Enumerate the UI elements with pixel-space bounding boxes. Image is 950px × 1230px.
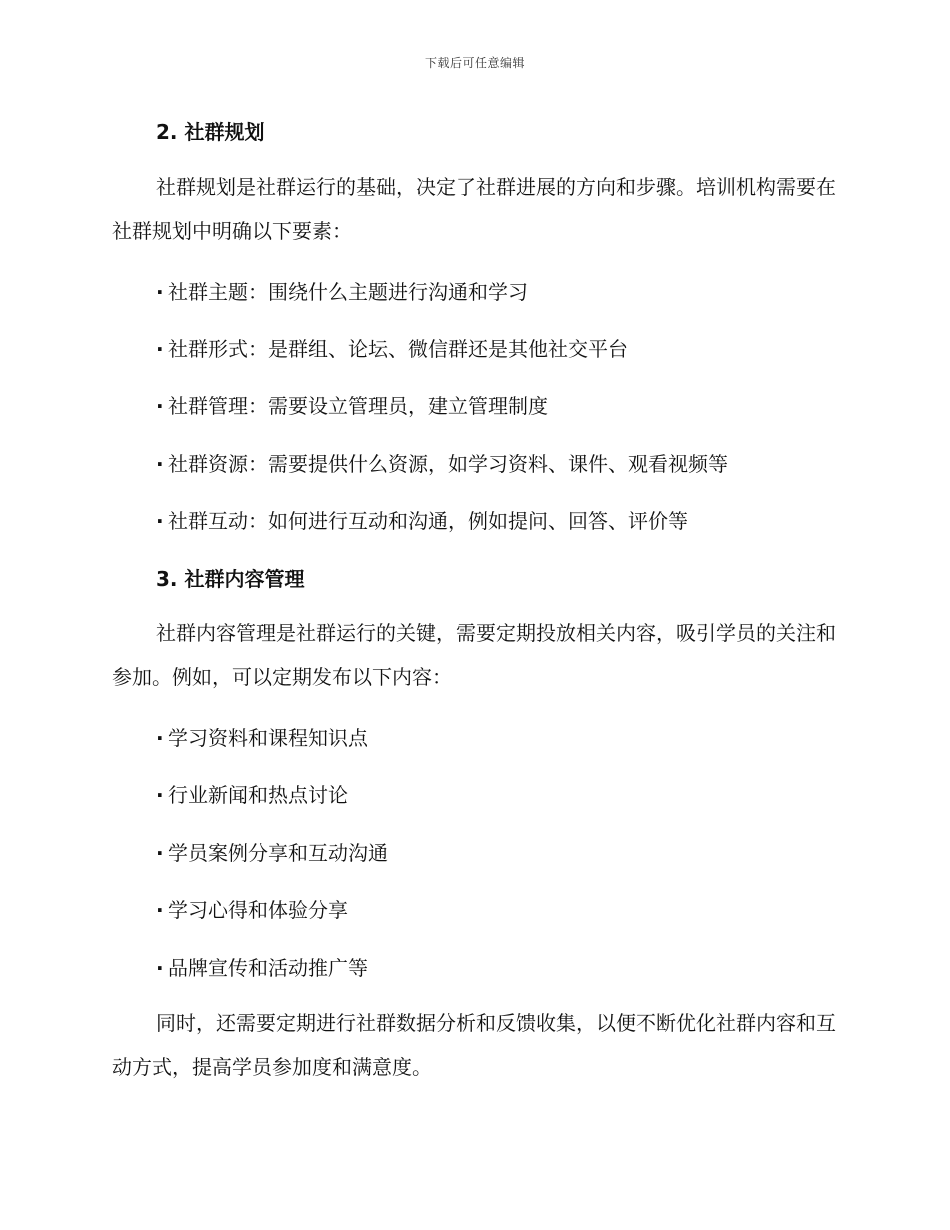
bullet-dot: · — [156, 337, 164, 361]
bullet-dot: · — [156, 280, 164, 304]
bullet-text: 行业新闻和热点讨论 — [168, 783, 348, 807]
bullet-item — [156, 333, 628, 362]
bullet-dot: · — [156, 956, 164, 980]
bullet-dot: · — [156, 898, 164, 922]
bullet-item — [156, 837, 388, 866]
bullet-item — [156, 505, 688, 534]
bullet-text: 社群资源：需要提供什么资源，如学习资料、课件、观看视频等 — [168, 452, 728, 476]
bullet-text: 社群管理：需要设立管理员，建立管理制度 — [168, 394, 548, 418]
bullet-item — [156, 894, 348, 923]
bullet-item — [156, 952, 368, 981]
section-heading-community-planning: 2. 社群规划 — [156, 120, 265, 144]
bullet-text: 社群形式：是群组、论坛、微信群还是其他社交平台 — [168, 337, 628, 361]
bullet-dot: · — [156, 841, 164, 865]
closing-paragraph: 同时，还需要定期进行社群数据分析和反馈收集，以便不断优化社群内容和互动方式，提高学员参加度和满意度。 — [112, 1011, 836, 1079]
bullet-dot: · — [156, 394, 164, 418]
page-header-note: 下载后可任意编辑 — [424, 56, 525, 70]
bullet-text: 社群主题：围绕什么主题进行沟通和学习 — [168, 280, 528, 304]
bullet-dot: · — [156, 452, 164, 476]
bullet-item — [156, 722, 368, 751]
bullet-item — [156, 448, 728, 477]
section-heading-content-management: 3. 社群内容管理 — [156, 567, 305, 591]
bullet-text: 社群互动：如何进行互动和沟通，例如提问、回答、评价等 — [168, 509, 688, 533]
bullet-item — [156, 779, 348, 808]
paragraph-community-planning: 社群规划是社群运行的基础，决定了社群进展的方向和步骤。培训机构需要在社群规划中明确以下要素： — [112, 175, 836, 243]
bullet-dot: · — [156, 726, 164, 750]
bullet-item — [156, 390, 548, 419]
bullet-text: 学习心得和体验分享 — [168, 898, 348, 922]
bullet-dot: · — [156, 783, 164, 807]
bullet-item — [156, 276, 528, 305]
bullet-text: 学员案例分享和互动沟通 — [168, 841, 388, 865]
bullet-text: 品牌宣传和活动推广等 — [168, 956, 368, 980]
bullet-dot: · — [156, 509, 164, 533]
bullet-text: 学习资料和课程知识点 — [168, 726, 368, 750]
paragraph-content-management: 社群内容管理是社群运行的关键，需要定期投放相关内容，吸引学员的关注和参加。例如，可以定期发布以下内容： — [112, 621, 836, 689]
